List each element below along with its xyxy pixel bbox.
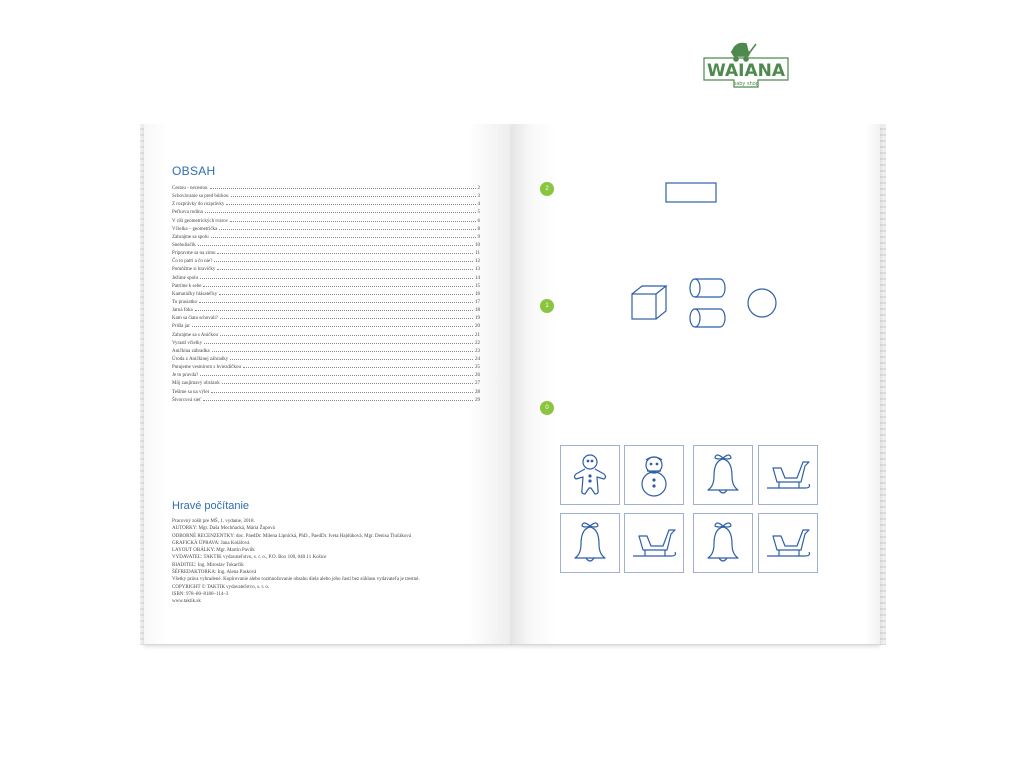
toc-entry-title: Aničkina záhradka	[172, 348, 210, 354]
toc-entry	[172, 380, 480, 388]
toc-leader-dots	[203, 400, 473, 401]
sled-icon	[759, 514, 817, 572]
toc-leader-dots	[203, 286, 473, 287]
imprint-line: www.taktik.sk	[172, 599, 201, 605]
toc-leader-dots	[210, 188, 476, 189]
toc-entry-title: Kam sa čiata schovali?	[172, 316, 218, 322]
toc-entry-page: 17	[475, 299, 480, 305]
imprint-line: ODBORNÉ RECENZENTKY: doc. PaedDr. Milena Lipnická, PhD., PaedDr. Iveta Hajdúková, Mgr. Denisa Tlučáková	[172, 533, 412, 539]
toc-leader-dots	[230, 359, 473, 360]
toc-entry	[172, 356, 480, 364]
toc-entry-title: Z rozprávky do rozprávky	[172, 202, 225, 208]
toc-entry	[172, 315, 480, 323]
toc-entry-page: 26	[475, 373, 480, 379]
toc-entry-page: 12	[475, 259, 480, 265]
toc-entry-title: Kamaráčky hlásateľky	[172, 291, 218, 297]
toc-leader-dots	[214, 261, 473, 262]
card-bell-2	[560, 513, 620, 573]
toc-entry	[172, 242, 480, 250]
imprint-line: Pracovný zošit pre MŠ, 1. vydanie, 2018.	[172, 519, 255, 524]
toc-leader-dots	[205, 212, 476, 213]
imprint-line: GRAFICKÁ ÚPRAVA: Jana Kolářová	[172, 540, 250, 546]
toc-leader-dots	[211, 392, 473, 393]
toc-leader-dots	[204, 343, 473, 344]
toc-title: OBSAH	[172, 164, 216, 178]
waiana-logo	[702, 40, 790, 92]
toc-entry	[172, 275, 480, 283]
toc-entry-title: Zahrajme sa s Aničkou	[172, 332, 218, 338]
right-page-stack	[880, 124, 886, 645]
toc-entry	[172, 323, 480, 331]
toc-entry-page: 4	[477, 202, 480, 208]
toc-entry-page: 25	[475, 365, 480, 371]
sled-icon	[625, 514, 683, 572]
imprint-block	[172, 518, 482, 606]
toc-entry-page: 18	[475, 308, 480, 314]
toc-entry-page: 2	[477, 186, 480, 191]
imprint-line: LAYOUT OBÁLKY: Mgr. Martin Pavlík	[172, 548, 255, 554]
card-gingerbread	[560, 445, 620, 505]
toc-leader-dots	[212, 351, 473, 352]
imprint-line: Všetky práva vyhradené. Kopírovanie alebo rozmnožovanie obsahu diela alebo jeho častí bez súhlasu vydavateľa je trestné.	[172, 577, 420, 583]
toc-entry	[172, 234, 480, 242]
toc-entry-page: 29	[475, 397, 480, 403]
toc-leader-dots	[219, 294, 473, 295]
toc-entry-page: 21	[475, 332, 480, 338]
toc-entry-title: Jarná fóka	[172, 308, 193, 314]
toc-leader-dots	[243, 367, 473, 368]
toc-entry	[172, 332, 480, 340]
toc-leader-dots	[222, 383, 473, 384]
card-sled-2	[624, 513, 684, 573]
toc-leader-dots	[220, 335, 473, 336]
toc-entry	[172, 218, 480, 226]
toc-entry	[172, 397, 480, 405]
imprint-line: VYDAVATEĽ: TAKTIK vydavateľstvo, s. r. o., P.O. Box 100, 040 11 Košice	[172, 555, 327, 561]
bell-icon	[694, 446, 752, 504]
badge-0: 0	[540, 401, 554, 415]
toc-entry-page: 3	[477, 194, 480, 200]
toc-entry	[172, 364, 480, 372]
toc-entry	[172, 307, 480, 315]
circle-shape	[746, 287, 778, 319]
toc-leader-dots	[220, 318, 473, 319]
card-bell-1	[693, 445, 753, 505]
sled-icon	[759, 446, 817, 504]
toc-leader-dots	[217, 253, 473, 254]
toc-entry-page: 9	[477, 234, 480, 240]
logo-graphic	[702, 40, 790, 92]
toc-entry	[172, 226, 480, 234]
toc-leader-dots	[217, 269, 473, 270]
toc-entry-title: V ríši geometrických tvarov	[172, 218, 229, 224]
toc-entry	[172, 201, 480, 209]
toc-entry-page: 24	[475, 356, 480, 362]
toc-entry-title: Pomôžme si hravičky	[172, 267, 216, 273]
right-page	[512, 124, 880, 645]
card-snowman	[624, 445, 684, 505]
card-sled-3	[758, 513, 818, 573]
left-page	[144, 124, 512, 645]
toc-entry	[172, 193, 480, 201]
toc-entry-title: Je to pravda?	[172, 373, 199, 379]
toc-leader-dots	[219, 229, 475, 230]
toc-entry-title: Pripravme sa na zimu	[172, 251, 216, 257]
toc-entry-title: Snehuliačik	[172, 242, 196, 248]
snowman-icon	[625, 446, 683, 504]
imprint-line: AUTORKY: Mgr. Daša Mochňacká, Mária Župová	[172, 526, 275, 532]
toc-entry-title: Patríme k sebe	[172, 283, 202, 289]
toc-entry-title: Tu prasiatko	[172, 299, 197, 305]
imprint-title: Hravé počítanie	[172, 500, 250, 512]
toc-entry	[172, 250, 480, 258]
toc-entry-page: 27	[475, 381, 480, 387]
logo-brand: WAIANA	[706, 61, 786, 81]
toc-entry-title: Môj zaujímavý obrázok	[172, 381, 220, 387]
toc-entry-page: 20	[475, 324, 480, 330]
toc-leader-dots	[230, 221, 475, 222]
toc-entry-page: 22	[475, 340, 480, 346]
toc-entry-title: Ježime spolu	[172, 275, 198, 281]
toc-entry	[172, 209, 480, 217]
toc-entry-title: Putujeme vesmírom s hviezdičkou	[172, 365, 242, 371]
toc-entry-title: Čo to patrí a čo nie?	[172, 259, 213, 265]
imprint-line: ŠÉFREDAKTORKA: Ing. Alena Pasková	[172, 570, 257, 576]
imprint-line: RIADITEĽ: Ing. Miroslav Tokarčík	[172, 562, 244, 568]
bell-icon	[694, 514, 752, 572]
toc-leader-dots	[198, 245, 473, 246]
toc-entry	[172, 348, 480, 356]
toc-leader-dots	[192, 326, 473, 327]
toc-entry-page: 14	[475, 275, 480, 281]
toc-leader-dots	[226, 204, 475, 205]
card-sled-1	[758, 445, 818, 505]
toc-entry-page: 19	[475, 316, 480, 322]
toc-entry	[172, 299, 480, 307]
toc-entry-page: 28	[475, 389, 480, 395]
toc-entry	[172, 258, 480, 266]
toc-leader-dots	[195, 310, 473, 311]
toc-entry-title: Peťkova rodina	[172, 210, 203, 216]
toc-entry-page: 15	[475, 283, 480, 289]
rectangle-shape	[664, 181, 720, 205]
toc-entry	[172, 389, 480, 397]
toc-entry	[172, 340, 480, 348]
toc-entry-title: Vyrastí včielky	[172, 340, 203, 346]
toc-leader-dots	[200, 278, 473, 279]
toc-entry-title: Cestou - necestou	[172, 186, 208, 191]
toc-entry-title: Včielka – geometrička	[172, 226, 218, 232]
toc-leader-dots	[199, 302, 473, 303]
toc-entry	[172, 283, 480, 291]
open-book	[144, 124, 880, 645]
toc-entry-title: Úroda z Aničkinej záhradky	[172, 356, 229, 362]
table-of-contents	[172, 185, 480, 405]
gingerbread-man-icon	[561, 446, 619, 504]
toc-entry-page: 11	[475, 251, 480, 257]
toc-entry	[172, 372, 480, 380]
badge-1: 1	[540, 299, 554, 313]
toc-entry	[172, 291, 480, 299]
toc-entry	[172, 266, 480, 274]
toc-entry	[172, 185, 480, 193]
imprint-line: COPYRIGHT © TAKTIK vydavateľstvo, s. r. o.	[172, 584, 270, 590]
toc-entry-title: Schovávanie sa pred búrkou	[172, 194, 229, 200]
toc-entry-page: 6	[477, 218, 480, 224]
toc-entry-page: 8	[477, 226, 480, 232]
toc-entry-page: 23	[475, 348, 480, 354]
toc-leader-dots	[200, 375, 473, 376]
toc-entry-title: Prišla jar	[172, 324, 190, 330]
toc-leader-dots	[231, 196, 476, 197]
card-bell-3	[693, 513, 753, 573]
toc-entry-title: Štvorcová sieť	[172, 397, 202, 403]
imprint-line: ISBN: 978–80–8180–114–3	[172, 591, 229, 597]
toc-entry-title: Tešíme sa na výlet	[172, 389, 209, 395]
toc-entry-page: 5	[477, 210, 480, 216]
toc-entry-title: Zahrajme sa spolu	[172, 234, 209, 240]
toc-entry-page: 16	[475, 291, 480, 297]
cylinders-shape	[688, 276, 728, 330]
logo-tagline: baby shop	[733, 81, 759, 87]
toc-entry-page: 10	[475, 242, 480, 248]
cube-shape	[630, 284, 670, 322]
toc-entry-page: 13	[475, 267, 480, 273]
toc-leader-dots	[211, 237, 476, 238]
badge-2: 2	[540, 182, 554, 196]
bell-icon	[561, 514, 619, 572]
